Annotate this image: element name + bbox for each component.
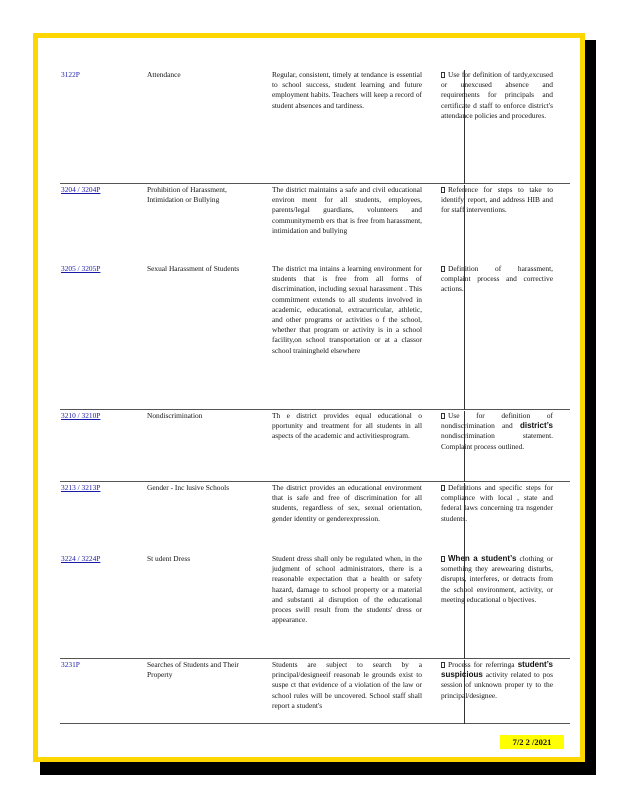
table-row (60, 264, 570, 410)
policy-number-link[interactable]: 3224 / 3224P (61, 554, 101, 563)
policy-title: Attendance (147, 70, 181, 79)
policy-description: Students are subject to search by a principal/designeeif reasonab le grounds exist to suspe ct that evidence of a violation of the law or school rules will be uncovered. School staff shall report a student's (272, 660, 422, 710)
table-row (60, 411, 570, 482)
policy-description: Regular, consistent, timely at tendance is essential to school success, student learning and future employment habits. Teachers will keep a record of student absences and tardiness. (272, 70, 422, 110)
policy-title: Sexual Harassment of Students (147, 264, 240, 273)
policy-note-text: Reference for steps to take to identify, report, and address HIB and for staff interventions. (441, 185, 553, 215)
table-row (60, 70, 570, 184)
checkbox-bullet-icon (441, 266, 445, 272)
policy-note-text: Use for definition of tardy,excused or unexcused absence and requirements for principals and certificate d staff to enforce district's attendance policies and procedures. (441, 70, 553, 120)
table-row (60, 660, 570, 724)
policy-note (441, 185, 553, 216)
policy-note-emphasis: student’s suspicious (441, 660, 553, 680)
checkbox-bullet-icon (441, 413, 445, 419)
date-badge: 7/2 2 /2021 (500, 735, 564, 749)
policy-note-emphasis: district’s (519, 421, 553, 431)
policy-note (441, 660, 553, 701)
policy-number-link[interactable]: 3210 / 3210P (61, 411, 101, 420)
policy-note-text-start: Use for definition of nondiscrimination and (441, 411, 553, 431)
checkbox-bullet-icon (441, 662, 445, 668)
policy-title: Nondiscrimination (147, 411, 203, 420)
policy-number: 3231P (61, 660, 80, 669)
policy-number-link[interactable]: 3213 / 3213P (61, 483, 101, 492)
policy-title: Searches of Students and Their Property (147, 660, 239, 680)
policy-note (441, 70, 553, 121)
policy-description: The district maintains a safe and civil educational environ ment for all students, employees, parents/legal guardians, volunteers and communitymemb ers that is free from harassment, intimidation and bullying (272, 185, 422, 235)
checkbox-bullet-icon (441, 72, 445, 78)
policy-note (441, 411, 553, 452)
checkbox-bullet-icon (441, 556, 445, 562)
document-frame (33, 33, 585, 762)
policy-description: Th e district provides equal educational o pportunity and treatment for all students in all aspects of the academic and activitiesprogram. (272, 411, 422, 441)
policy-note (441, 264, 553, 295)
table-row (60, 185, 570, 264)
table-row (60, 483, 570, 554)
checkbox-bullet-icon (441, 485, 445, 491)
policy-note-emphasis: When a student’s (448, 554, 517, 563)
policy-note-text-start: Process for referringa (448, 660, 515, 669)
policy-note-text: Definition of harassment, complaint process and corrective actions. (441, 264, 553, 294)
policy-title: Gender - Inc lusive Schools (147, 483, 230, 492)
policy-title: St udent Dress (147, 554, 191, 563)
policy-note (441, 554, 553, 605)
checkbox-bullet-icon (441, 187, 445, 193)
policy-number-link[interactable]: 3205 / 3205P (61, 264, 101, 273)
policy-note (441, 483, 553, 524)
policy-note-text: Definitions and specific steps for compliance with local , state and federal laws concerning tra nsgender students. (441, 483, 553, 523)
policy-description: The district ma intains a learning environment for students that is free from all forms of discrimination, including sexual harassment . This commitment extends to all students involved in academic, educational, extracurricular, athletic, and other programs or activities o f the school, whether that program or activity is in a school facility,on school transportation or at a classor school trainingheld elsewhere (272, 264, 422, 355)
policy-note-text-end: activity related to pos session of unknown proper ty to the principal/designee. (441, 670, 553, 700)
policy-number: 3122P (61, 70, 80, 79)
policy-title: Prohibition of Harassment, Intimidation or Bullying (147, 185, 227, 205)
policy-note-text-end: nondiscrimination statement. Complaint process outlined. (441, 431, 553, 451)
policy-note-text-end: clothing or something they arewearing disturbs, disrupts, interferes, or detracts from the school environment, activity, or meeting educational o bjectives. (441, 554, 553, 604)
policy-number-link[interactable]: 3204 / 3204P (61, 185, 101, 194)
policy-description: The district provides an educational environment that is safe and free of discrimination for all students, regardless of sex, sexual orientation, gender identity or genderexpression. (272, 483, 422, 523)
table-row (60, 554, 570, 659)
policy-description: Student dress shall only be regulated when, in the judgment of school administrators, there is a reasonable expectation that a health or safety hazard, damage to school property or a material and substanti al disruption of the educational proces swill result from the students' dress or appearance. (272, 554, 422, 625)
